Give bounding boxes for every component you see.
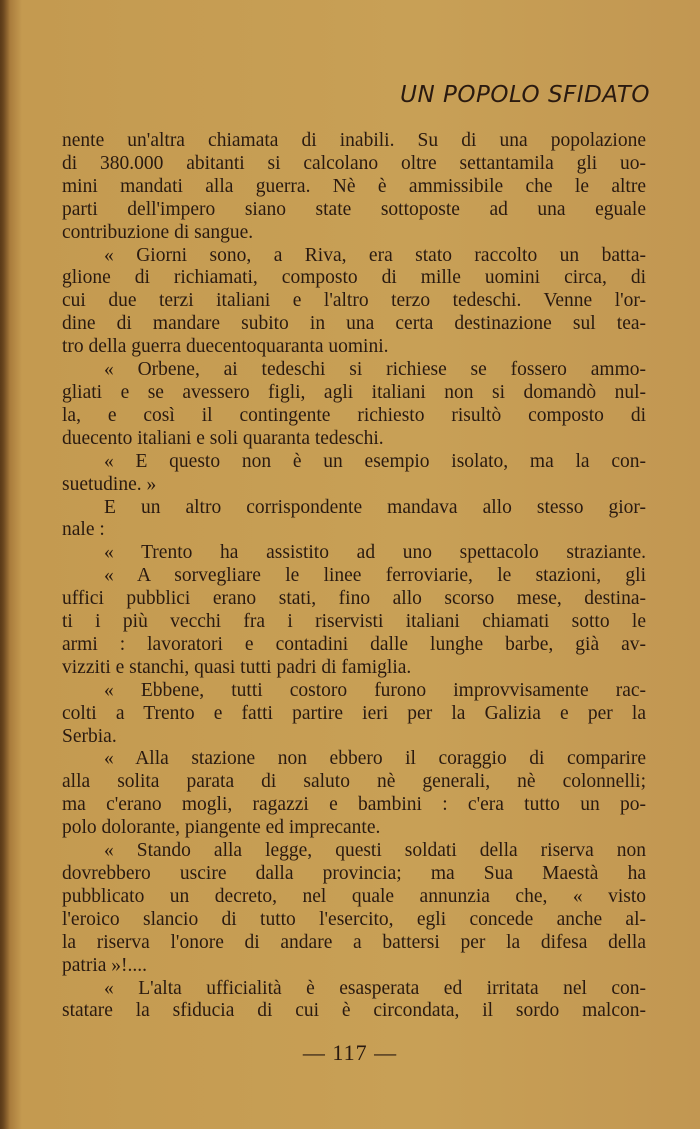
- text-line: dine di mandare subito in una certa destinazione sul tea-: [62, 313, 646, 335]
- text-line: cui due terzi italiani e l'altro terzo tedeschi. Venne l'or-: [62, 290, 646, 312]
- text-line: « L'alta ufficialità è esasperata ed irritata nel con-: [104, 977, 646, 999]
- text-line: nale :: [62, 519, 105, 541]
- text-line: gliati e se avessero figli, agli italiani non si domandò nul-: [62, 381, 646, 403]
- text-line: E un altro corrispondente mandava allo stesso gior-: [104, 496, 646, 518]
- text-line: nente un'altra chiamata di inabili. Su di una popolazione: [62, 130, 646, 151]
- text-line: dovrebbero uscire dalla provincia; ma Sua Maestà ha: [62, 863, 646, 884]
- text-line: statare la sfiducia di cui è circondata, il sordo malcon-: [62, 1000, 646, 1022]
- page-spine-shadow: [0, 0, 10, 1129]
- text-line: « Giorni sono, a Riva, era stato raccolto un batta-: [104, 244, 646, 266]
- text-line: patria »!....: [62, 954, 148, 976]
- text-line: la riserva l'onore di andare a battersi per la difesa della: [62, 931, 646, 953]
- text-line: armi : lavoratori e contadini dalle lunghe barbe, già av-: [62, 633, 646, 655]
- text-line: vizziti e stanchi, quasi tutti padri di famiglia.: [62, 656, 412, 678]
- text-line: Serbia.: [62, 725, 117, 747]
- running-head-title: UN POPOLO SFIDATO: [400, 82, 650, 108]
- text-line: contribuzione di sangue.: [62, 221, 254, 243]
- text-line: glione di richiamati, composto di mille uomini circa, di: [62, 267, 646, 289]
- text-line: uffici pubblici erano stati, fino allo scorso mese, destina-: [62, 588, 646, 610]
- text-line: duecento italiani e soli quaranta tedeschi.: [62, 427, 384, 449]
- text-line: parti dell'impero siano state sottoposte ad una eguale: [62, 198, 646, 220]
- text-line: di 380.000 abitanti si calcolano oltre settantamila gli uo-: [62, 152, 646, 174]
- body-text: [62, 130, 646, 1023]
- text-line: « A sorvegliare le linee ferroviarie, le stazioni, gli: [104, 565, 646, 587]
- text-line: mini mandati alla guerra. Nè è ammissibile che le altre: [62, 175, 646, 197]
- text-line: polo dolorante, piangente ed imprecante.: [62, 817, 381, 839]
- text-line: l'eroico slancio di tutto l'esercito, egli concede anche al-: [62, 908, 646, 930]
- text-line: « E questo non è un esempio isolato, ma la con-: [104, 450, 646, 472]
- page-number: — 117 —: [302, 1040, 398, 1065]
- text-line: ti i più vecchi fra i riservisti italiani chiamati sotto le: [62, 611, 646, 633]
- text-line: la, e così il contingente richiesto risultò composto di: [62, 404, 646, 426]
- text-line: colti a Trento e fatti partire ieri per la Galizia e per la: [62, 702, 646, 724]
- text-line: alla solita parata di saluto nè generali, nè colonnelli;: [62, 771, 646, 793]
- text-line: « Ebbene, tutti costoro furono improvvisamente rac-: [104, 679, 646, 701]
- text-line: « Alla stazione non ebbero il coraggio di comparire: [104, 748, 646, 770]
- text-line: pubblicato un decreto, nel quale annunzia che, « visto: [62, 885, 646, 907]
- text-line: « Stando alla legge, questi soldati della riserva non: [104, 840, 646, 862]
- text-line: tro della guerra duecentoquaranta uomini.: [62, 336, 389, 358]
- text-line: « Orbene, ai tedeschi si richiese se fossero ammo-: [104, 359, 646, 381]
- text-line: « Trento ha assistito ad uno spettacolo straziante.: [104, 542, 646, 564]
- text-line: suetudine. »: [62, 473, 157, 495]
- text-line: ma c'erano mogli, ragazzi e bambini : c'era tutto un po-: [62, 794, 646, 816]
